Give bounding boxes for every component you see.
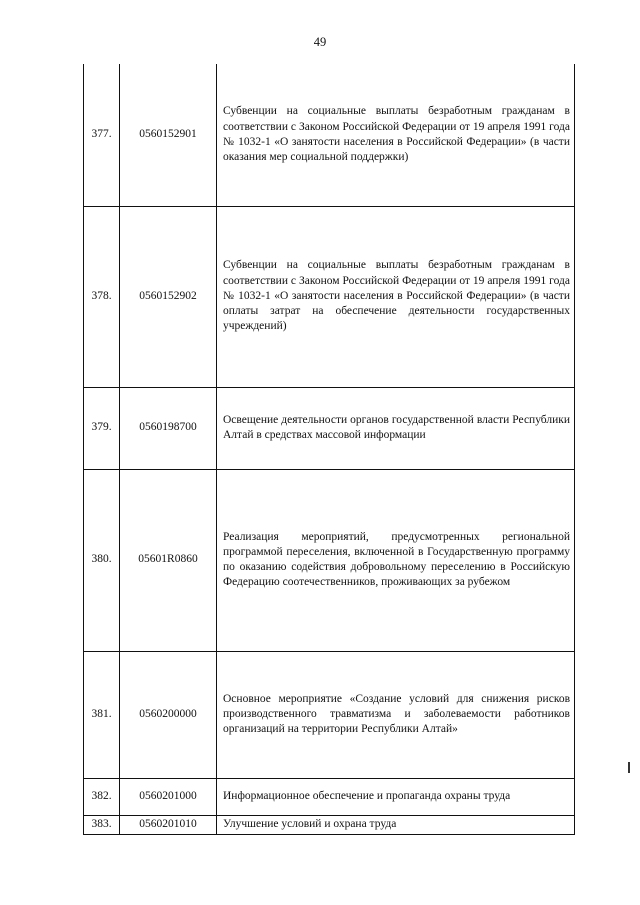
budget-classification-table: [83, 64, 575, 835]
table-row: [84, 387, 575, 469]
target-article-code: 0560198700: [120, 387, 217, 469]
target-article-name: Субвенции на социальные выплаты безработным гражданам в соответствии с Законом Российской Федерации от 19 апреля 1991 года № 1032-1 «О занятости населения в Российской Федерации» (в части оплаты затрат на обеспечение деятельности государственных учреждений): [217, 206, 575, 387]
table-row: [84, 64, 575, 206]
target-article-name: Субвенции на социальные выплаты безработным гражданам в соответствии с Законом Российской Федерации от 19 апреля 1991 года № 1032-1 «О занятости населения в Российской Федерации» (в части оказания мер социальной поддержки): [217, 64, 575, 206]
target-article-code: 0560152902: [120, 206, 217, 387]
target-article-name: Информационное обеспечение и пропаганда охраны труда: [217, 778, 575, 815]
row-number: 383.: [84, 815, 120, 834]
page-number: 49: [313, 35, 327, 49]
target-article-code: 05601R0860: [120, 469, 217, 651]
row-number: 377.: [84, 64, 120, 206]
row-number: 380.: [84, 469, 120, 651]
table-row: [84, 815, 575, 834]
target-article-code: 0560201010: [120, 815, 217, 834]
target-article-name: Освещение деятельности органов государственной власти Республики Алтай в средствах массовой информации: [217, 387, 575, 469]
row-number: 379.: [84, 387, 120, 469]
row-number: 378.: [84, 206, 120, 387]
table-row: [84, 778, 575, 815]
target-article-code: 0560200000: [120, 651, 217, 778]
table-row: [84, 469, 575, 651]
row-number: 382.: [84, 778, 120, 815]
table-row: [84, 651, 575, 778]
target-article-code: 0560201000: [120, 778, 217, 815]
target-article-code: 0560152901: [120, 64, 217, 206]
table-row: [84, 206, 575, 387]
target-article-name: Реализация мероприятий, предусмотренных региональной программой переселения, включенной в Государственную программу по оказанию содействия добровольному переселению в Российскую Федерацию соотечественников, проживающих за рубежом: [217, 469, 575, 651]
target-article-name: Основное мероприятие «Создание условий для снижения рисков производственного травматизма и заболеваемости работников организаций на территории Республики Алтай»: [217, 651, 575, 778]
target-article-name: Улучшение условий и охрана труда: [217, 815, 575, 834]
row-number: 381.: [84, 651, 120, 778]
scan-artifact-mark: [628, 762, 630, 773]
